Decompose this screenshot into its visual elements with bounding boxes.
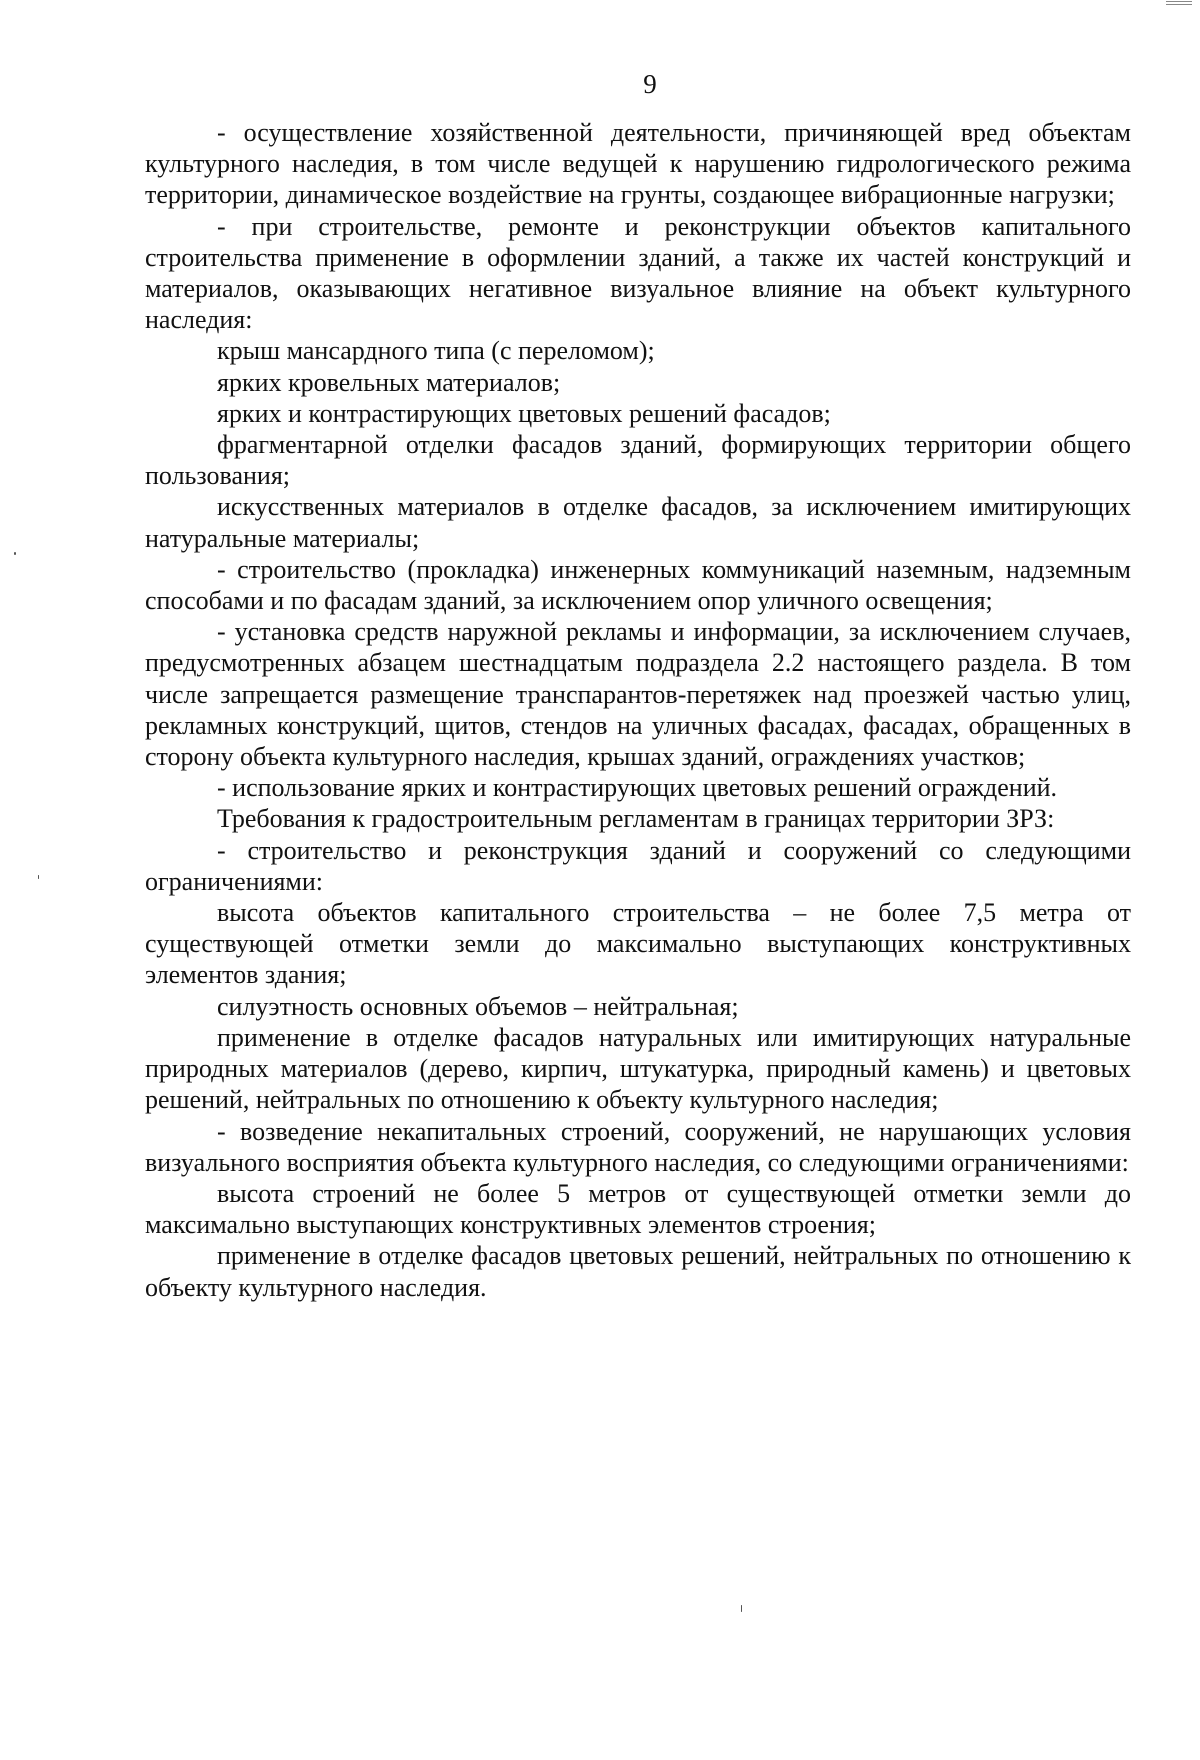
scan-speck [14, 552, 16, 555]
paragraph: ярких и контрастирующих цветовых решений фасадов; [217, 398, 831, 428]
paragraph: крыш мансардного типа (с переломом); [217, 336, 655, 366]
paragraph: высота строений не более 5 метров от существующей отметки земли до максимально выступающих конструктивных элементов строения; [145, 1178, 1131, 1240]
scan-corner-mark [1166, 1, 1192, 5]
paragraph: Требования к градостроительным регламентам в границах территории ЗРЗ: [217, 804, 1055, 834]
page-number: 9 [643, 69, 657, 99]
scan-speck [741, 1605, 742, 1612]
paragraph: - осуществление хозяйственной деятельности, причиняющей вред объектам культурного наследия, в том числе ведущей к нарушению гидрологического режима территории, динамическое воздействие на грунты, создающее вибрационные нагрузки; [145, 118, 1131, 210]
paragraph: искусственных материалов в отделке фасадов, за исключением имитирующих натуральные материалы; [145, 492, 1131, 553]
paragraph: - установка средств наружной рекламы и информации, за исключением случаев, предусмотренных абзацем шестнадцатым подраздела 2.2 настоящего раздела. В том числе запрещается размещение транспарантов-перетяжек над проезжей частью улиц, рекламных конструкций, щитов, стендов на уличных фасадах, фасадах, обращенных в сторону объекта культурного наследия, крышах зданий, ограждениях участков; [145, 617, 1131, 772]
paragraph: применение в отделке фасадов цветовых решений, нейтральных по отношению к объекту культурного наследия. [145, 1241, 1131, 1302]
paragraph: высота объектов капитального строительства – не более 7,5 метра от существующей отметки земли до максимально выступающих конструктивных элементов здания; [145, 898, 1131, 990]
scan-speck [38, 875, 39, 879]
paragraph: - при строительстве, ремонте и реконструкции объектов капитального строительства применение в оформлении зданий, а также их частей конструкций и материалов, оказывающих негативное визуальное влияние на объект культурного наследия: [145, 211, 1131, 335]
document-body [145, 117, 1131, 1303]
paragraph: - строительство (прокладка) инженерных коммуникаций наземным, надземным способами и по фасадам зданий, за исключением опор уличного освещения; [145, 554, 1131, 616]
paragraph: применение в отделке фасадов натуральных или имитирующих натуральные природных материалов (дерево, кирпич, штукатурка, природный камень) и цветовых решений, нейтральных по отношению к объекту культурного наследия; [145, 1022, 1131, 1115]
paragraph: - использование ярких и контрастирующих цветовых решений ограждений. [217, 773, 1058, 803]
paragraph: - возведение некапитальных строений, сооружений, не нарушающих условия визуального восприятия объекта культурного наследия, со следующими ограничениями: [145, 1116, 1131, 1177]
paragraph: ярких кровельных материалов; [217, 367, 561, 397]
paragraph: силуэтность основных объемов – нейтральная; [217, 991, 739, 1021]
paragraph: - строительство и реконструкция зданий и сооружений со следующими ограничениями: [145, 835, 1131, 896]
paragraph: фрагментарной отделки фасадов зданий, формирующих территории общего пользования; [145, 430, 1131, 491]
